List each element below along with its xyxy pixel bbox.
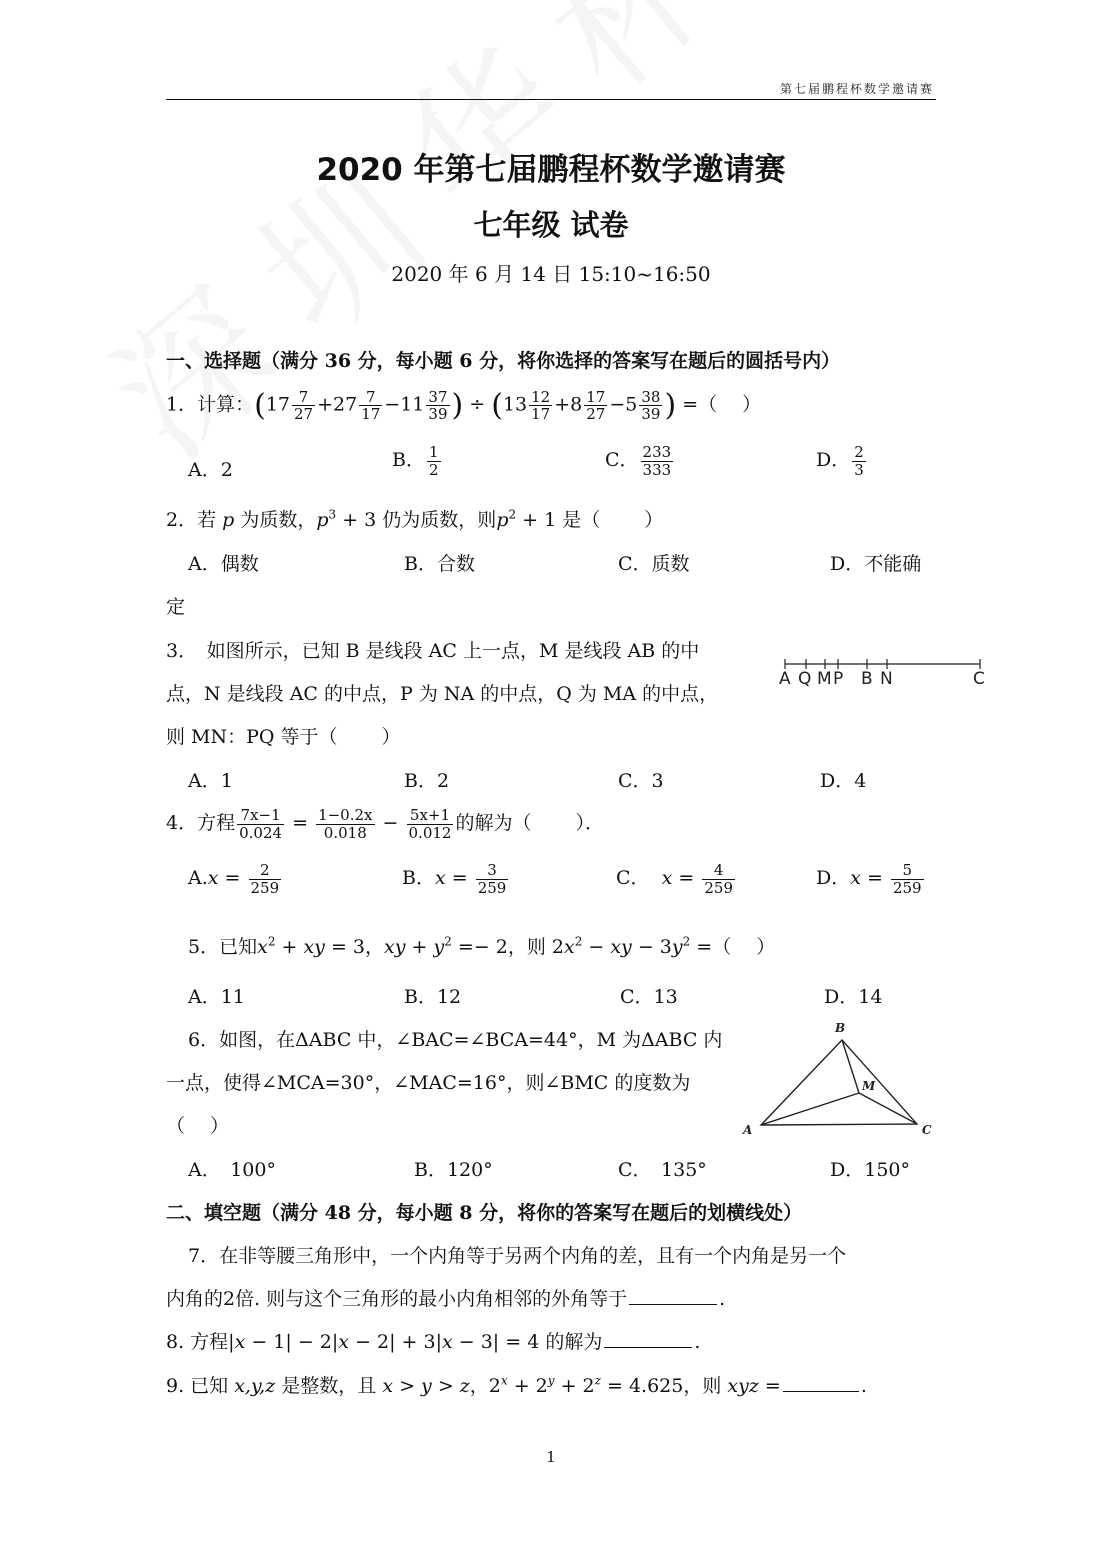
q4-b-var: x — [434, 867, 446, 889]
question-1 — [166, 388, 761, 423]
q9-p5: + 2 — [554, 1375, 595, 1397]
q5-v7: y — [671, 936, 683, 958]
q1-div: ÷ — [469, 393, 486, 416]
q4-d-eq: = — [867, 867, 883, 889]
q4-option-c — [616, 862, 737, 896]
q1-term5-den: 27 — [586, 405, 606, 423]
q1-term3-whole: 11 — [400, 393, 425, 416]
q6-label-a: A — [743, 1123, 753, 1137]
q9-gt1: > — [393, 1375, 422, 1397]
q4-a-den: 259 — [250, 878, 280, 897]
q6-segment-mb — [842, 1040, 859, 1093]
q6-line1: 6．如图，在ΔABC 中，∠BAC=∠BCA=44°，M 为ΔABC 内 — [188, 1029, 723, 1051]
q1-option-d-den: 3 — [854, 460, 864, 479]
q3-label-a: A — [779, 669, 791, 689]
page-number: 1 — [546, 1448, 556, 1466]
q3-label-p: P — [833, 669, 844, 689]
q1-op1: + — [317, 393, 334, 416]
q9-c3: z — [459, 1375, 470, 1397]
q1-term6-whole: 5 — [625, 393, 638, 416]
q5-e2: 2 — [444, 934, 452, 949]
q3-label-c: C — [973, 669, 985, 689]
q1-term1-den: 27 — [294, 405, 314, 423]
q1-term6-frac — [639, 389, 662, 423]
question-2 — [166, 505, 663, 532]
q6-triangle-figure — [735, 1016, 940, 1141]
question-8 — [166, 1327, 700, 1354]
q7-answer-blank[interactable] — [629, 1304, 717, 1305]
q1-option-c-num: 233 — [642, 443, 672, 461]
q4-prefix: 4．方程 — [166, 812, 236, 834]
q3-label-n: N — [880, 669, 893, 689]
q4-f2-den: 0.018 — [323, 823, 367, 842]
q3-label-b: B — [861, 669, 873, 689]
q1-prefix: 1．计算： — [166, 393, 255, 416]
q5-v6: xy — [610, 936, 632, 958]
q8-p4: − 3| = 4 的解为 — [452, 1331, 603, 1353]
q9-end: . — [860, 1375, 867, 1397]
q5-v4: y — [433, 936, 445, 958]
q1-option-b-label: B． — [392, 449, 425, 471]
q6-label-b: B — [835, 1021, 846, 1035]
q5-p3: = 3， — [324, 936, 384, 958]
q9-prod: xyz — [727, 1375, 759, 1397]
q4-f1-den: 0.024 — [239, 823, 283, 842]
q3-option-b: B．2 — [404, 770, 450, 792]
q2-option-d-wrap: 定 — [166, 596, 186, 618]
q1-term3-num: 37 — [428, 387, 448, 406]
q9-p6: = 4.625，则 — [600, 1375, 728, 1397]
q1-term4-frac — [529, 389, 552, 423]
q1-term2-den: 17 — [361, 405, 381, 423]
q5-option-d: D．14 — [824, 986, 883, 1008]
q9-c2: y — [421, 1375, 432, 1397]
q1-option-b-den: 2 — [428, 460, 439, 479]
q4-eq: = — [292, 812, 309, 834]
exam-subtitle: 七年级 试卷 — [473, 208, 629, 242]
q5-p2: + — [275, 936, 304, 958]
q1-op2: − — [384, 393, 401, 416]
q4-c-eq: = — [678, 867, 695, 889]
q1-option-c-label: C． — [605, 449, 639, 471]
q2-expr2: p — [496, 509, 509, 531]
q1-op4: − — [609, 393, 626, 416]
q1-term4-den: 17 — [531, 405, 551, 423]
q8-v1: x — [234, 1331, 246, 1353]
q5-option-a: A．11 — [188, 986, 245, 1008]
running-header: 第七届鹏程杯数学邀请赛 — [779, 82, 934, 96]
q1-term6-num: 38 — [641, 387, 661, 406]
q5-option-c: C．13 — [620, 986, 678, 1008]
q1-term5-whole: 8 — [570, 393, 583, 416]
q2-option-a: A．偶数 — [188, 553, 259, 575]
q4-option-d — [816, 862, 926, 896]
q6-line3: （ ） — [166, 1115, 230, 1137]
q2-option-c: C．质数 — [618, 553, 690, 575]
q9-s1: x — [500, 1373, 508, 1388]
q4-c-den: 259 — [704, 878, 734, 897]
q5-p6: − — [582, 936, 611, 958]
q1-close-paren: ) — [451, 388, 464, 423]
header-rule — [166, 99, 936, 100]
q1-term2-whole: 27 — [333, 393, 358, 416]
q8-p2: − 1| − 2| — [245, 1331, 339, 1353]
q2-part4: + 1 是（ ） — [516, 509, 664, 531]
q1-option-b — [392, 444, 443, 478]
q4-a-label: A. — [188, 867, 208, 889]
q4-d-label: D． — [816, 867, 851, 889]
q8-p1: 8. 方程| — [166, 1331, 235, 1353]
q1-term1-whole: 17 — [265, 393, 290, 416]
q9-p7: = — [758, 1375, 781, 1397]
q7-line2-text: 内角的2倍. 则与这个三角形的最小内角相邻的外角等于 — [166, 1288, 628, 1310]
q5-v5: x — [563, 936, 575, 958]
q1-option-b-num: 1 — [428, 443, 439, 461]
q1-option-c-den: 333 — [642, 460, 672, 479]
q3-option-d: D．4 — [820, 770, 867, 792]
q1-option-d-num: 2 — [854, 443, 864, 461]
q3-line3: 则 MN：PQ 等于（ ） — [166, 726, 401, 748]
q5-e4: 2 — [682, 934, 691, 949]
q8-p3: − 2| + 3| — [349, 1331, 442, 1353]
q7-end: . — [719, 1288, 726, 1310]
q5-v1: x — [257, 936, 268, 958]
q4-f2-num: 1−0.2x — [318, 806, 373, 824]
q9-vars: x,y,z — [234, 1375, 276, 1397]
q2-var-p: p — [222, 509, 235, 531]
q4-b-num: 3 — [476, 862, 509, 880]
q1-term1-num: 7 — [292, 389, 315, 407]
q5-p4: + — [405, 936, 434, 958]
q9-s3: z — [594, 1373, 601, 1388]
q4-option-b — [402, 862, 510, 896]
q5-p5: =− 2，则 2 — [451, 936, 564, 958]
q6-option-d: D．150° — [830, 1159, 910, 1181]
q5-p1: 5．已知 — [188, 936, 258, 958]
q1-term3-frac — [426, 389, 449, 423]
q7-line2 — [166, 1284, 725, 1311]
q4-option-a — [188, 862, 283, 896]
q9-p1: 9. 已知 — [166, 1375, 235, 1397]
exam-title: 2020 年第七届鹏程杯数学邀请赛 — [316, 152, 786, 188]
q5-p7: − 3 — [631, 936, 672, 958]
q4-f1-num: 7x−1 — [237, 807, 284, 825]
q2-expr1: p — [316, 509, 329, 531]
q1-term5-num: 17 — [586, 387, 606, 406]
q3-line2: 点，N 是线段 AC 的中点，P 为 NA 的中点，Q 为 MA 的中点， — [166, 683, 719, 705]
q9-gt2: > — [431, 1375, 460, 1397]
q4-a-var: x — [207, 867, 219, 889]
q3-option-a: A．1 — [188, 770, 233, 792]
q4-b-eq: = — [451, 867, 468, 889]
q1-close-paren2: ) — [664, 388, 677, 423]
q4-a-eq: = — [224, 867, 241, 889]
q4-b-den: 259 — [477, 878, 507, 897]
q9-p4: + 2 — [507, 1375, 548, 1397]
q1-tail: =（ ） — [682, 393, 762, 416]
q5-e3: 2 — [574, 934, 583, 949]
exam-datetime: 2020 年 6 月 14 日 15:10~16:50 — [391, 262, 711, 286]
q5-v2: xy — [303, 936, 325, 958]
question-4 — [166, 807, 604, 841]
q1-term1-frac — [292, 389, 315, 423]
question-9 — [166, 1371, 867, 1398]
q2-option-b: B．合数 — [404, 553, 475, 575]
q5-p8: =（ ） — [690, 936, 776, 958]
q1-term5-frac — [584, 389, 607, 423]
q4-d-den: 259 — [892, 878, 922, 897]
q3-segment-figure — [775, 652, 990, 692]
q8-answer-blank[interactable] — [604, 1347, 692, 1348]
q4-b-label: B． — [402, 867, 435, 889]
q3-option-c: C．3 — [618, 770, 664, 792]
q6-option-a: A． 100° — [188, 1159, 276, 1181]
q2-exp1: 3 — [328, 507, 337, 522]
q3-label-m: M — [817, 669, 832, 689]
q1-term2-frac — [359, 389, 382, 423]
q9-answer-blank[interactable] — [783, 1391, 859, 1392]
q4-d-var: x — [850, 867, 861, 889]
q6-label-c: C — [922, 1123, 932, 1137]
q1-open-paren2: ( — [491, 388, 503, 423]
q2-part3: + 3 仍为质数，则 — [336, 509, 497, 531]
q4-c-var: x — [661, 867, 673, 889]
q2-part1: 2．若 — [166, 509, 223, 531]
q1-open-paren: ( — [254, 388, 266, 423]
q9-p2: 是整数，且 — [275, 1375, 383, 1397]
q4-tail: 的解为（ ）． — [455, 812, 605, 834]
q4-d-num: 5 — [891, 862, 924, 880]
q9-p3: ，2 — [469, 1375, 501, 1397]
q5-v3: xy — [384, 936, 406, 958]
q9-s2: y — [547, 1373, 555, 1388]
q2-part2: 为质数， — [234, 509, 317, 531]
q5-option-b: B．12 — [404, 986, 462, 1008]
q7-line1: 7．在非等腰三角形中，一个内角等于另两个内角的差，且有一个内角是另一个 — [188, 1245, 847, 1267]
q4-a-num: 2 — [249, 862, 282, 880]
q6-option-b: B．120° — [414, 1159, 493, 1181]
q1-term3-den: 39 — [428, 405, 448, 423]
q1-option-a: A．2 — [188, 459, 233, 481]
q8-v3: x — [441, 1331, 453, 1353]
q6-label-m: M — [862, 1079, 876, 1093]
q4-c-label: C． — [616, 867, 650, 889]
q2-option-d: D．不能确 — [830, 553, 922, 575]
q1-term4-whole: 13 — [502, 393, 528, 416]
q1-term2-num: 7 — [359, 389, 382, 407]
q1-option-d-label: D． — [816, 449, 851, 471]
q4-f3-num: 5x+1 — [407, 807, 454, 825]
q4-c-num: 4 — [702, 862, 735, 880]
q1-op3: + — [554, 393, 571, 416]
q8-end: . — [694, 1331, 701, 1353]
q8-v2: x — [338, 1331, 349, 1353]
q1-option-c — [605, 444, 675, 478]
q6-line2: 一点，使得∠MCA=30°，∠MAC=16°，则∠BMC 的度数为 — [166, 1072, 691, 1094]
q1-term6-den: 39 — [641, 405, 661, 423]
q1-term4-num: 12 — [531, 387, 551, 406]
q2-exp2: 2 — [508, 507, 517, 522]
q5-e1: 2 — [267, 934, 276, 949]
q1-option-d — [816, 444, 868, 478]
q6-option-c: C． 135° — [618, 1159, 707, 1181]
q6-segment-mc — [859, 1093, 917, 1124]
q3-line1: 3． 如图所示，已知 B 是线段 AC 上一点，M 是线段 AB 的中 — [166, 640, 700, 662]
q4-f3-den: 0.012 — [408, 823, 452, 842]
q3-label-q: Q — [798, 669, 812, 689]
q9-c1: x — [382, 1375, 394, 1397]
q4-minus: − — [382, 812, 399, 834]
section1-heading: 一、选择题（满分 36 分，每小题 6 分，将你选择的答案写在题后的圆括号内） — [166, 350, 841, 372]
section2-heading: 二、填空题（满分 48 分，每小题 8 分，将你的答案写在题后的划横线处） — [166, 1202, 803, 1224]
question-5 — [188, 932, 775, 959]
